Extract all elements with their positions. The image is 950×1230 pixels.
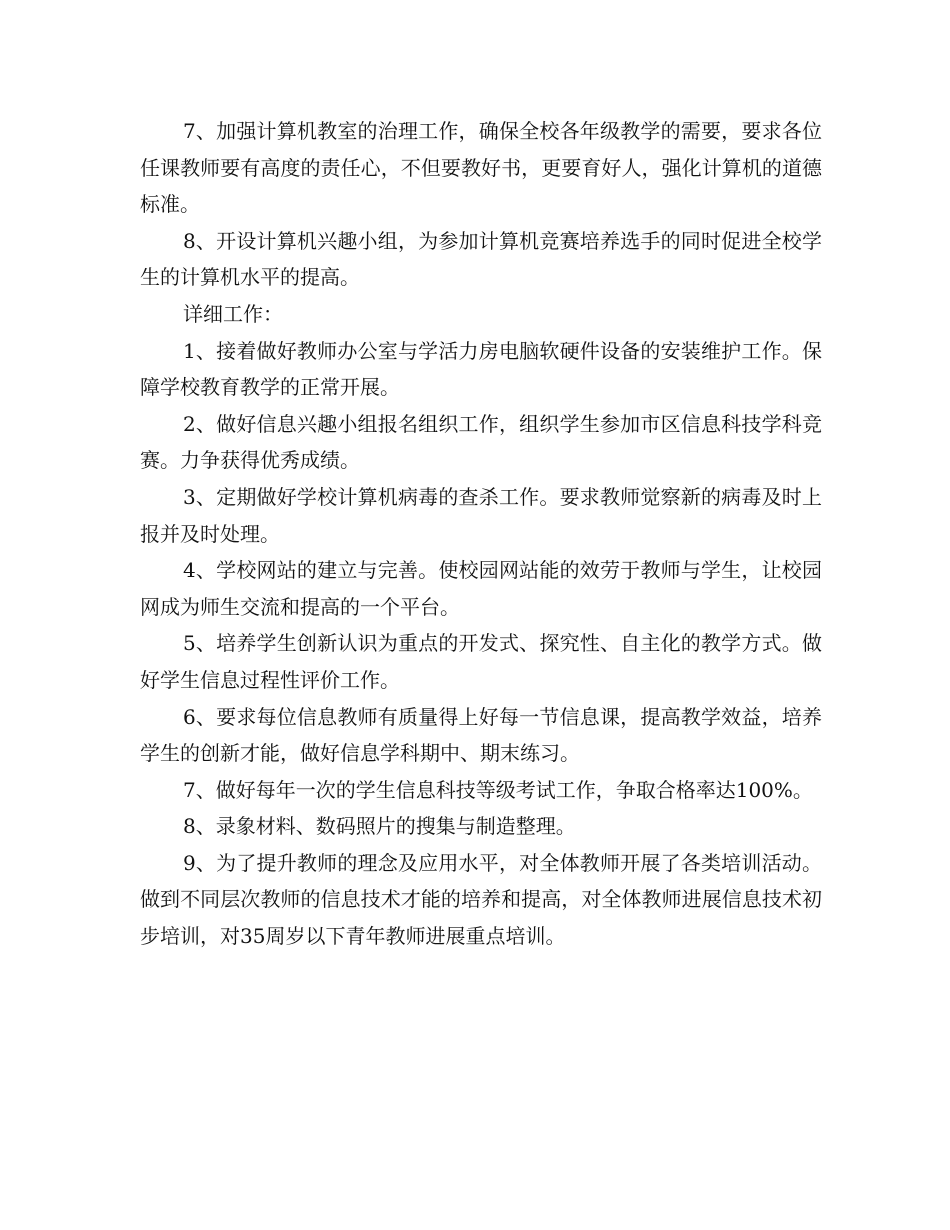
paragraph-detail-5: 5、培养学生创新认识为重点的开发式、探究性、自主化的教学方式。做好学生信息过程性评价工作。	[140, 631, 822, 692]
paragraph-detail-1: 1、接着做好教师办公室与学活力房电脑软硬件设备的安装维护工作。保障学校教育教学的正常开展。	[140, 338, 822, 400]
paragraph-detail-3: 3、定期做好学校计算机病毒的查杀工作。要求教师觉察新的病毒及时上报并及时处理。	[140, 484, 822, 546]
paragraph-item-7-lab-management: 7、加强计算机教室的治理工作，确保全校各年级教学的需要，要求各位任课教师要有高度的责任心，不但要教好书，更要育好人，强化计算机的道德标准。	[140, 119, 822, 217]
section-heading-detailed-work: 详细工作：	[183, 301, 283, 326]
paragraph-detail-7: 7、做好每年一次的学生信息科技等级考试工作，争取合格率达100%。	[183, 777, 813, 802]
paragraph-item-8-interest-group: 8、开设计算机兴趣小组，为参加计算机竞赛培养选手的同时促进全校学生的计算机水平的提高。	[140, 228, 822, 290]
paragraph-detail-9: 9、为了提升教师的理念及应用水平，对全体教师开展了各类培训活动。做到不同层次教师的信息技术才能的培养和提高，对全体教师进展信息技术初步培训，对35周岁以下青年教师进展重点培训。	[140, 850, 822, 949]
document-body	[140, 113, 822, 955]
paragraph-detail-4: 4、学校网站的建立与完善。使校园网站能的效劳于教师与学生，让校园网成为师生交流和提高的一个平台。	[140, 558, 822, 619]
paragraph-detail-2: 2、做好信息兴趣小组报名组织工作，组织学生参加市区信息科技学科竞赛。力争获得优秀成绩。	[140, 411, 822, 473]
paragraph-detail-8: 8、录象材料、数码照片的搜集与制造整理。	[183, 814, 576, 839]
paragraph-detail-6: 6、要求每位信息教师有质量得上好每一节信息课，提高教学效益，培养学生的创新才能，做好信息学科期中、期末练习。	[140, 704, 822, 766]
